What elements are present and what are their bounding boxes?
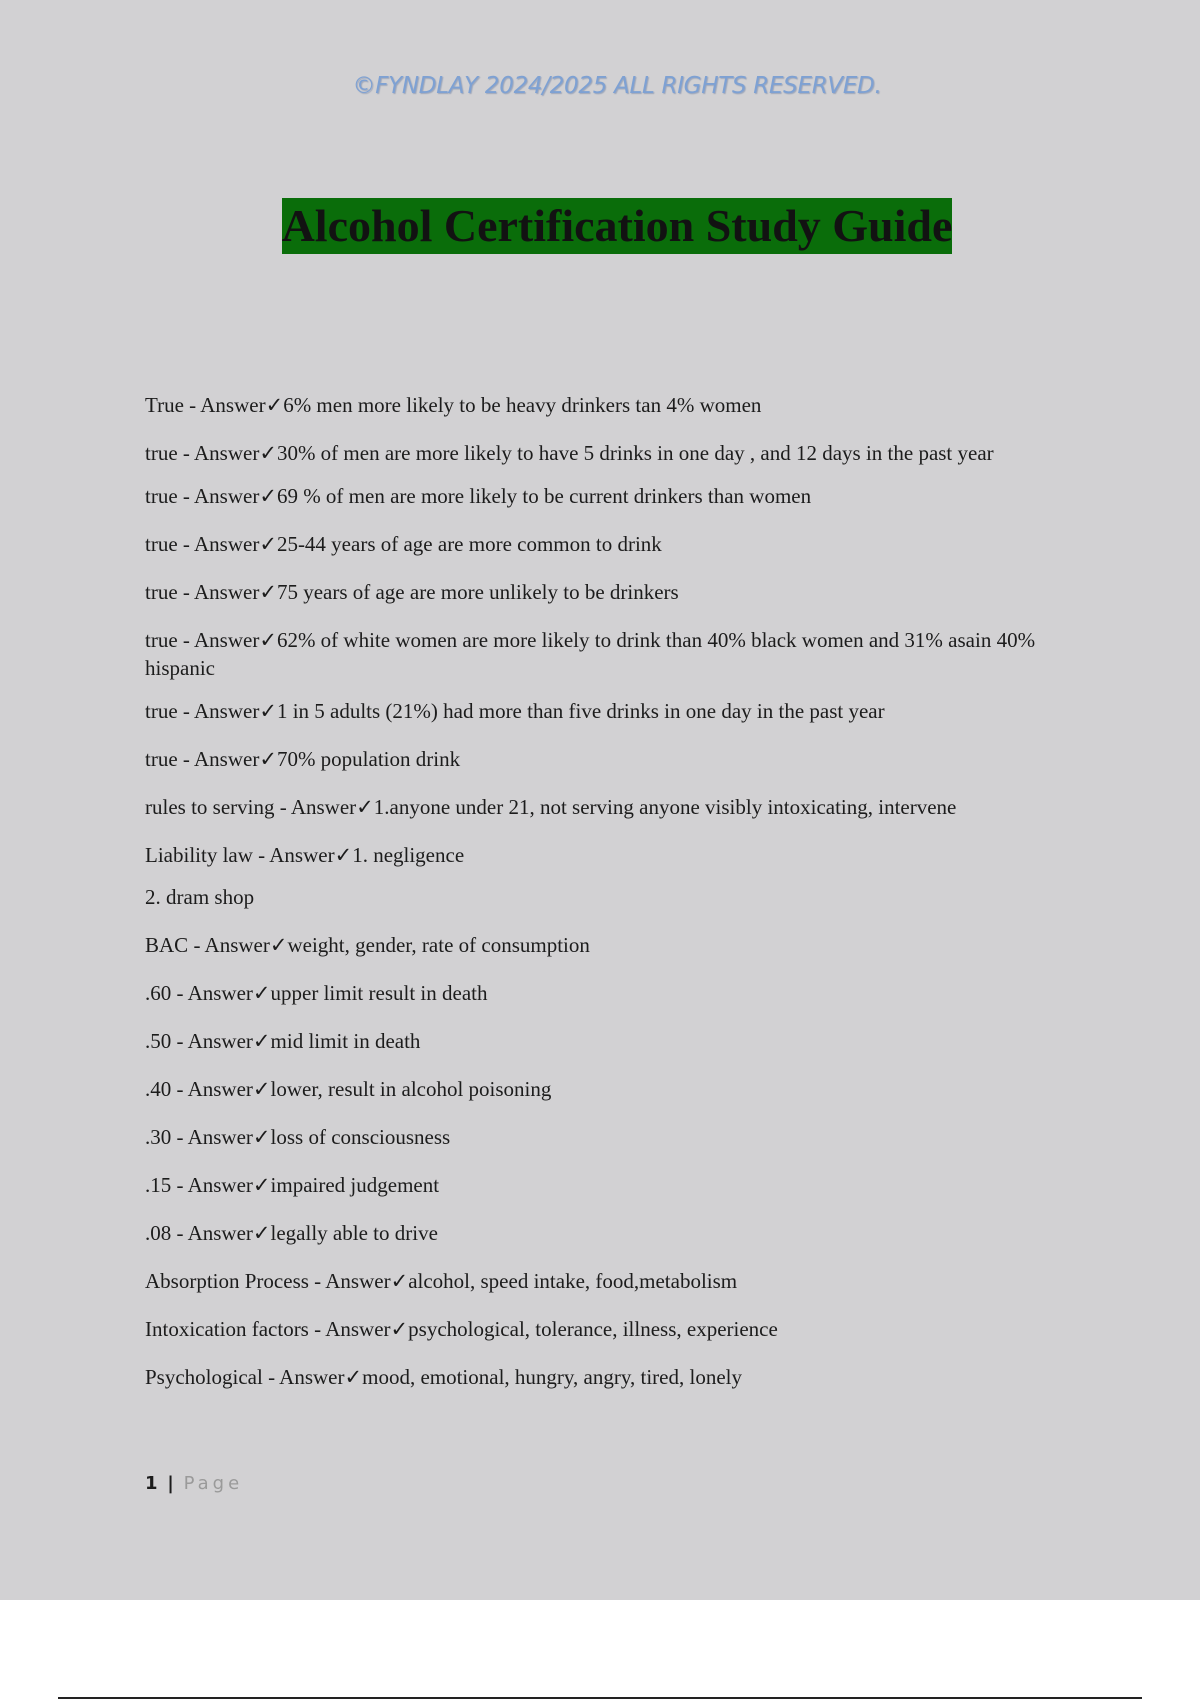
check-icon: ✓ bbox=[252, 1173, 271, 1197]
answer-label: Answer bbox=[194, 699, 260, 723]
qa-answer: weight, gender, rate of consumption bbox=[287, 933, 590, 957]
qa-answer: 62% of white women are more likely to drink than 40% black women and 31% asain 40% hispanic bbox=[145, 628, 1036, 680]
answer-label: Answer bbox=[187, 1077, 253, 1101]
answer-label: Answer bbox=[194, 747, 260, 771]
check-icon: ✓ bbox=[259, 532, 277, 556]
answer-label: Answer bbox=[187, 1221, 253, 1245]
qa-answer: 1. negligence bbox=[352, 843, 465, 867]
answer-label: Answer bbox=[290, 795, 357, 819]
qa-answer: impaired judgement bbox=[270, 1173, 440, 1197]
answer-label: Answer bbox=[200, 393, 266, 417]
qa-answer: loss of consciousness bbox=[270, 1125, 451, 1149]
qa-term: .15 bbox=[145, 1173, 172, 1197]
qa-entry: True - Answer✓6% men more likely to be heavy drinkers tan 4% women bbox=[145, 393, 762, 417]
qa-term: .50 bbox=[145, 1029, 172, 1053]
qa-entry: true - Answer✓25-44 years of age are more common to drink bbox=[145, 532, 662, 556]
check-icon: ✓ bbox=[269, 933, 288, 957]
qa-entry: .50 - Answer✓mid limit in death bbox=[145, 1029, 421, 1053]
check-icon: ✓ bbox=[252, 1221, 271, 1245]
answer-label: Answer bbox=[194, 532, 260, 556]
qa-entry: .08 - Answer✓legally able to drive bbox=[145, 1221, 438, 1245]
answer-label: Answer bbox=[187, 981, 253, 1005]
qa-answer: mood, emotional, hungry, angry, tired, lonely bbox=[362, 1365, 742, 1389]
check-icon: ✓ bbox=[252, 1029, 271, 1053]
qa-answer: 1.anyone under 21, not serving anyone visibly intoxicating, intervene bbox=[373, 795, 957, 819]
qa-term: Intoxication factors bbox=[145, 1317, 309, 1341]
qa-answer: mid limit in death bbox=[270, 1029, 421, 1053]
qa-entry: true - Answer✓30% of men are more likely to have 5 drinks in one day , and 12 days in the past year bbox=[145, 441, 994, 465]
page-number: 1 bbox=[145, 1473, 158, 1494]
page-footer bbox=[145, 1473, 243, 1494]
answer-label: Answer bbox=[269, 843, 335, 867]
check-icon: ✓ bbox=[259, 747, 277, 771]
qa-answer: 1 in 5 adults (21%) had more than five drinks in one day in the past year bbox=[276, 699, 885, 723]
qa-term: Absorption Process bbox=[145, 1269, 309, 1293]
check-icon: ✓ bbox=[356, 795, 374, 819]
bottom-divider bbox=[58, 1697, 1142, 1699]
qa-entry: .30 - Answer✓loss of consciousness bbox=[145, 1125, 451, 1149]
answer-label: Answer bbox=[279, 1365, 345, 1389]
qa-answer: 75 years of age are more unlikely to be drinkers bbox=[276, 580, 679, 604]
qa-term: true bbox=[145, 628, 178, 652]
check-icon: ✓ bbox=[265, 393, 284, 417]
qa-answer: upper limit result in death bbox=[270, 981, 488, 1005]
qa-answer: psychological, tolerance, illness, experience bbox=[408, 1317, 778, 1341]
qa-answer: legally able to drive bbox=[270, 1221, 438, 1245]
qa-term: BAC bbox=[145, 933, 189, 957]
check-icon: ✓ bbox=[252, 1077, 271, 1101]
answer-label: Answer bbox=[187, 1125, 253, 1149]
answer-label: Answer bbox=[204, 933, 270, 957]
page-label: Page bbox=[183, 1473, 244, 1494]
qa-entry: true - Answer✓62% of white women are more likely to drink than 40% black women and 31% asain 40% hispanic bbox=[145, 628, 1036, 680]
check-icon: ✓ bbox=[259, 484, 277, 508]
qa-term: true bbox=[145, 747, 178, 771]
qa-entry-continuation: 2. dram shop bbox=[145, 885, 255, 909]
check-icon: ✓ bbox=[390, 1269, 409, 1293]
qa-answer: alcohol, speed intake, food,metabolism bbox=[408, 1269, 738, 1293]
qa-term: true bbox=[145, 580, 178, 604]
qa-entry: true - Answer✓69 % of men are more likely to be current drinkers than women bbox=[145, 484, 812, 508]
qa-entry: .60 - Answer✓upper limit result in death bbox=[145, 981, 488, 1005]
check-icon: ✓ bbox=[344, 1365, 363, 1389]
check-icon: ✓ bbox=[252, 981, 271, 1005]
qa-term: .08 bbox=[145, 1221, 172, 1245]
qa-entry: BAC - Answer✓weight, gender, rate of consumption bbox=[145, 933, 590, 957]
check-icon: ✓ bbox=[390, 1317, 409, 1341]
answer-label: Answer bbox=[187, 1173, 253, 1197]
qa-answer: 69 % of men are more likely to be current drinkers than women bbox=[276, 484, 812, 508]
answer-label: Answer bbox=[194, 580, 260, 604]
qa-term: .30 bbox=[145, 1125, 172, 1149]
qa-term: rules to serving bbox=[145, 795, 275, 819]
check-icon: ✓ bbox=[259, 580, 277, 604]
qa-entry: Psychological - Answer✓mood, emotional, hungry, angry, tired, lonely bbox=[145, 1365, 742, 1389]
qa-answer: 25-44 years of age are more common to drink bbox=[276, 532, 662, 556]
qa-answer: 6% men more likely to be heavy drinkers tan 4% women bbox=[283, 393, 762, 417]
answer-label: Answer bbox=[325, 1317, 391, 1341]
check-icon: ✓ bbox=[259, 628, 277, 652]
qa-term: True bbox=[145, 393, 184, 417]
copyright-watermark: ©FYNDLAY 2024/2025 ALL RIGHTS RESERVED. bbox=[352, 73, 882, 99]
qa-answer: 30% of men are more likely to have 5 drinks in one day , and 12 days in the past year bbox=[276, 441, 994, 465]
qa-entry: true - Answer✓75 years of age are more unlikely to be drinkers bbox=[145, 580, 679, 604]
qa-term: true bbox=[145, 441, 178, 465]
check-icon: ✓ bbox=[252, 1125, 271, 1149]
qa-term: true bbox=[145, 484, 178, 508]
answer-label: Answer bbox=[325, 1269, 391, 1293]
qa-answer: 70% population drink bbox=[276, 747, 461, 771]
qa-entry: .15 - Answer✓impaired judgement bbox=[145, 1173, 440, 1197]
qa-entry: rules to serving - Answer✓1.anyone under 21, not serving anyone visibly intoxicating, intervene bbox=[145, 795, 957, 819]
check-icon: ✓ bbox=[259, 441, 277, 465]
qa-answer: lower, result in alcohol poisoning bbox=[270, 1077, 552, 1101]
qa-entry: Intoxication factors - Answer✓psychological, tolerance, illness, experience bbox=[145, 1317, 778, 1341]
qa-term: true bbox=[145, 699, 178, 723]
check-icon: ✓ bbox=[259, 699, 277, 723]
qa-term: .60 bbox=[145, 981, 172, 1005]
qa-entry: Absorption Process - Answer✓alcohol, speed intake, food,metabolism bbox=[145, 1269, 738, 1293]
qa-term: true bbox=[145, 532, 178, 556]
answer-label: Answer bbox=[194, 628, 260, 652]
footer-separator: | bbox=[167, 1473, 174, 1494]
qa-term: .40 bbox=[145, 1077, 172, 1101]
document-title: Alcohol Certification Study Guide bbox=[282, 198, 953, 254]
qa-entry: .40 - Answer✓lower, result in alcohol poisoning bbox=[145, 1077, 552, 1101]
title-container bbox=[0, 198, 1200, 254]
qa-list bbox=[145, 391, 1095, 1391]
qa-entry: true - Answer✓70% population drink bbox=[145, 747, 461, 771]
qa-term: Liability law bbox=[145, 843, 253, 867]
qa-entry: Liability law - Answer✓1. negligence bbox=[145, 843, 465, 867]
answer-label: Answer bbox=[194, 441, 260, 465]
answer-label: Answer bbox=[194, 484, 260, 508]
qa-term: Psychological bbox=[145, 1365, 263, 1389]
check-icon: ✓ bbox=[334, 843, 353, 867]
qa-entry: true - Answer✓1 in 5 adults (21%) had more than five drinks in one day in the past year bbox=[145, 699, 885, 723]
answer-label: Answer bbox=[187, 1029, 253, 1053]
